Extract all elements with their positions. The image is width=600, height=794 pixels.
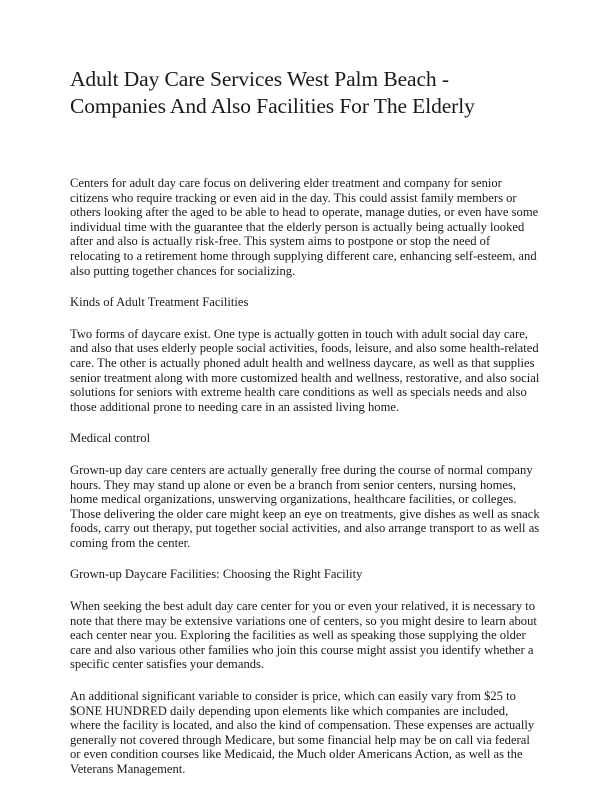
section-heading-choosing-facility: Grown-up Daycare Facilities: Choosing the Right Facility — [70, 567, 363, 582]
paragraph-price: An additional significant variable to consider is price, which can easily vary from $25 to $ONE HUNDRED daily depending upon elements like which companies are included, where the facility is located, and also the kind of compensation. These expenses are actually generally not covered through Medicare, but some financial help may be on call via federal or even condition courses like Medicaid, the Much older Americans Action, as well as the Veterans Management. — [70, 689, 535, 776]
paragraph-daycare-forms: Two forms of daycare exist. One type is actually gotten in touch with adult social day care, and also that uses elderly people social activities, foods, leisure, and also some health-related care. The other is actually phoned adult health and wellness daycare, as well as that supplies senior treatment along with more customized health and wellness, restorative, and also social solutions for seniors with extreme health care conditions as well as specials needs and also those additional prone to needing care in an assisted living home. — [70, 326, 540, 414]
paragraph-medical-control: Grown-up day care centers are actually generally free during the course of normal company hours. They may stand up alone or even be a branch from senior centers, nursing homes, home medical organizations, unswerving organizations, healthcare facilities, or colleges. Those delivering the older care might keep an eye on treatments, give dishes as well as snack foods, carry out therapy, put together social activities, and also arrange transport to as well as coming from the center. — [70, 462, 540, 550]
document-title: Adult Day Care Services West Palm Beach - Companies And Also Facilities For The Elderly — [70, 67, 475, 118]
document-page — [70, 66, 540, 794]
paragraph-choosing-facility: When seeking the best adult day care center for you or even your relatived, it is necessary to note that there may be extensive variations one of centers, so you might desire to learn about each center near you. Exploring the facilities as well as speaking those supplying the older care and also various other families who join this course might assist you identify whether a specific center satisfies your demands. — [70, 599, 537, 672]
section-heading-medical-control: Medical control — [70, 431, 151, 446]
paragraph-intro: Centers for adult day care focus on delivering elder treatment and company for senior citizens who require tracking or even aid in the day. This could assist family members or others looking after the aged to be able to head to operate, manage duties, or even have some individual time with the guarantee that the elderly person is actually being actually looked after and also is actually risk-free. This system aims to postpone or stop the need of relocating to a retirement home through supplying different care, enhancing self-esteem, and also putting together chances for socializing. — [70, 176, 539, 278]
section-heading-kinds: Kinds of Adult Treatment Facilities — [70, 295, 249, 310]
